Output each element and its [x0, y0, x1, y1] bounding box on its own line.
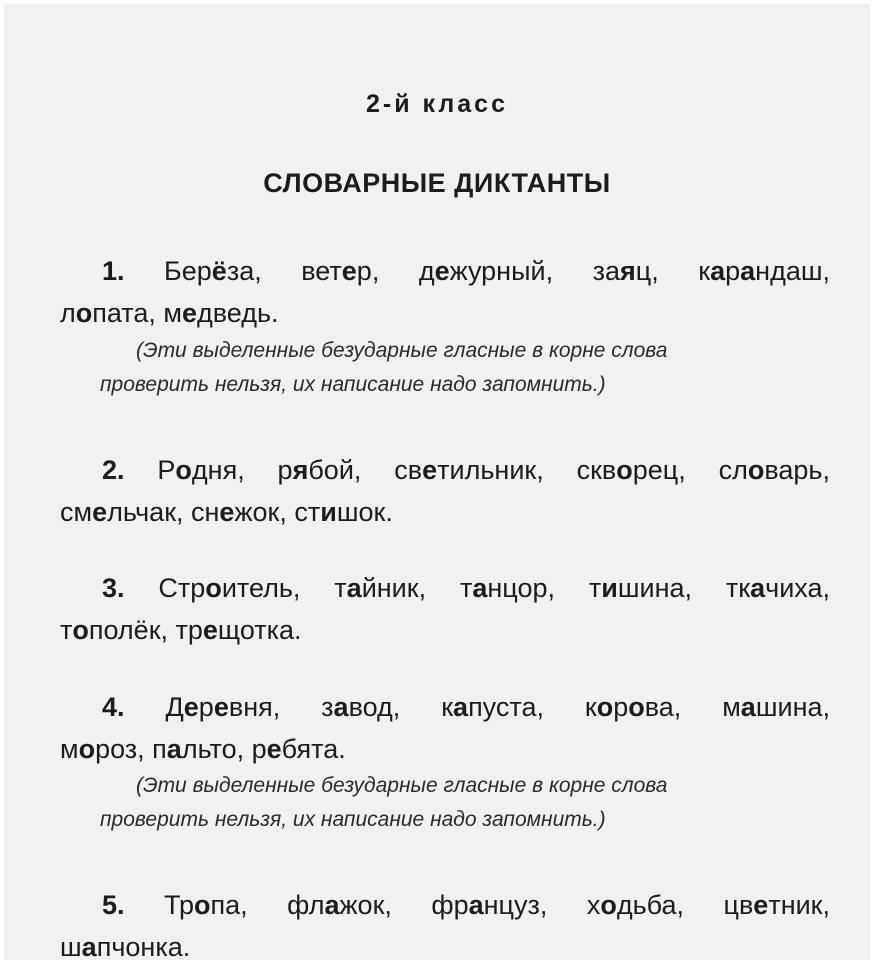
word-fragment: льчак, сн	[107, 497, 220, 527]
item-line-1	[60, 250, 830, 292]
highlighted-vowel: а	[324, 890, 340, 920]
item-line-1	[60, 449, 830, 491]
highlighted-vowel: е	[181, 298, 197, 328]
highlighted-vowel: е	[92, 497, 108, 527]
word-fragment: ц, к	[635, 256, 711, 286]
word-fragment: дьба, цв	[616, 890, 754, 920]
note-unverifiable-vowels-2	[100, 769, 830, 837]
word-fragment: жок, фр	[339, 890, 469, 920]
item-line-2	[60, 609, 830, 651]
word-fragment: пчонка.	[96, 932, 191, 962]
highlighted-vowel: е	[183, 692, 199, 722]
note-unverifiable-vowels-1	[100, 334, 830, 402]
highlighted-vowel: и	[320, 497, 337, 527]
word-fragment: пата, м	[92, 298, 182, 328]
word-fragment: р	[613, 692, 629, 722]
highlighted-vowel: а	[346, 573, 362, 603]
word-fragment: дведь.	[197, 298, 279, 328]
word-fragment: л	[60, 298, 76, 328]
dictation-item-3	[60, 567, 830, 651]
highlighted-vowel: о	[628, 692, 645, 722]
word-fragment: вод, к	[348, 692, 454, 722]
highlighted-vowel: о	[596, 692, 614, 722]
highlighted-vowel: а	[81, 932, 97, 962]
word-fragment: Тр	[124, 890, 194, 920]
highlighted-vowel: а	[740, 692, 756, 722]
word-fragment: ш	[60, 932, 82, 962]
word-fragment: вня, з	[228, 692, 334, 722]
item-line-1	[60, 686, 830, 728]
highlighted-vowel: е	[341, 256, 357, 286]
item-text	[125, 573, 830, 603]
word-fragment: жок, ст	[234, 497, 321, 527]
word-fragment: т	[60, 615, 73, 645]
highlighted-vowel: я	[620, 256, 636, 286]
word-fragment: р, д	[356, 256, 435, 286]
highlighted-vowel: а	[750, 573, 766, 603]
item-number: 4.	[102, 692, 125, 722]
dictation-item-1	[60, 250, 830, 334]
word-fragment: шина,	[755, 692, 830, 722]
highlighted-vowel: о	[747, 455, 765, 485]
item-text	[125, 692, 830, 722]
highlighted-vowel: а	[333, 692, 349, 722]
word-fragment: Бер	[124, 256, 212, 286]
highlighted-vowel: а	[468, 890, 484, 920]
word-fragment: полёк, тр	[88, 615, 203, 645]
word-fragment: йник, т	[361, 573, 473, 603]
word-fragment: м	[60, 734, 79, 764]
word-fragment: шок.	[336, 497, 393, 527]
dictation-item-2	[60, 449, 830, 533]
note-line-1: (Эти выделенные безударные гласные в корне слова	[136, 774, 668, 797]
highlighted-vowel: е	[213, 692, 229, 722]
highlighted-vowel: е	[219, 497, 235, 527]
highlighted-vowel: о	[205, 573, 222, 603]
word-fragment: льто, р	[181, 734, 267, 764]
word-fragment: дня, р	[191, 455, 293, 485]
highlighted-vowel: о	[193, 890, 211, 920]
highlighted-vowel: а	[472, 573, 488, 603]
highlighted-vowel: е	[202, 615, 218, 645]
grade-heading: 2-й класс	[366, 90, 508, 118]
highlighted-vowel: о	[78, 734, 96, 764]
highlighted-vowel: а	[740, 256, 756, 286]
word-fragment: бой, св	[308, 455, 423, 485]
word-fragment: нцор, т	[487, 573, 602, 603]
word-fragment: па, фл	[210, 890, 325, 920]
highlighted-vowel: а	[710, 256, 726, 286]
word-fragment: варь,	[764, 455, 830, 485]
highlighted-vowel: о	[600, 890, 617, 920]
word-fragment: за, вет	[226, 256, 342, 286]
note-line-2: проверить нельзя, их написание надо запомнить.)	[100, 373, 606, 396]
item-text	[125, 455, 830, 485]
item-number: 3.	[102, 573, 125, 603]
word-fragment: р	[725, 256, 741, 286]
word-fragment: ндаш,	[755, 256, 830, 286]
dictation-item-4	[60, 686, 830, 770]
item-line-2	[60, 491, 830, 533]
word-fragment: рец, сл	[632, 455, 748, 485]
word-fragment: ва, м	[644, 692, 741, 722]
word-fragment: нцуз, х	[483, 890, 601, 920]
item-text	[125, 890, 830, 920]
word-fragment: итель, т	[221, 573, 347, 603]
highlighted-vowel: я	[292, 455, 309, 485]
highlighted-vowel: е	[422, 455, 438, 485]
item-number: 2.	[102, 455, 125, 485]
highlighted-vowel: о	[75, 298, 93, 328]
item-line-2	[60, 728, 830, 770]
document-page	[4, 4, 870, 960]
word-fragment: р	[198, 692, 214, 722]
word-fragment: тильник, скв	[437, 455, 617, 485]
word-fragment: Стр	[124, 573, 206, 603]
word-fragment: шина, тк	[617, 573, 751, 603]
item-line-1	[60, 884, 830, 926]
word-fragment: тник,	[768, 890, 831, 920]
word-fragment: Р	[124, 455, 176, 485]
word-fragment: чиха,	[765, 573, 830, 603]
dictation-item-5	[60, 884, 830, 968]
highlighted-vowel: о	[616, 455, 633, 485]
item-text	[125, 256, 830, 286]
word-fragment: бята.	[281, 734, 346, 764]
note-line-2: проверить нельзя, их написание надо запомнить.)	[100, 808, 606, 831]
item-line-1	[60, 567, 830, 609]
word-fragment: роз, п	[95, 734, 167, 764]
word-fragment: Д	[124, 692, 184, 722]
highlighted-vowel: е	[753, 890, 769, 920]
highlighted-vowel: и	[601, 573, 618, 603]
highlighted-vowel: а	[453, 692, 469, 722]
highlighted-vowel: о	[175, 455, 192, 485]
word-fragment: щотка.	[217, 615, 302, 645]
item-number: 1.	[102, 256, 125, 286]
item-line-2	[60, 926, 830, 968]
word-fragment: см	[60, 497, 93, 527]
word-fragment: журный, за	[449, 256, 620, 286]
word-fragment: пуста, к	[468, 692, 597, 722]
highlighted-vowel: а	[166, 734, 182, 764]
highlighted-vowel: е	[266, 734, 282, 764]
item-number: 5.	[102, 890, 125, 920]
highlighted-vowel: е	[434, 256, 450, 286]
page-title: СЛОВАРНЫЕ ДИКТАНТЫ	[263, 168, 611, 198]
note-line-1: (Эти выделенные безударные гласные в корне слова	[136, 339, 668, 362]
item-line-2	[60, 292, 830, 334]
highlighted-vowel: ё	[211, 256, 227, 286]
highlighted-vowel: о	[72, 615, 89, 645]
